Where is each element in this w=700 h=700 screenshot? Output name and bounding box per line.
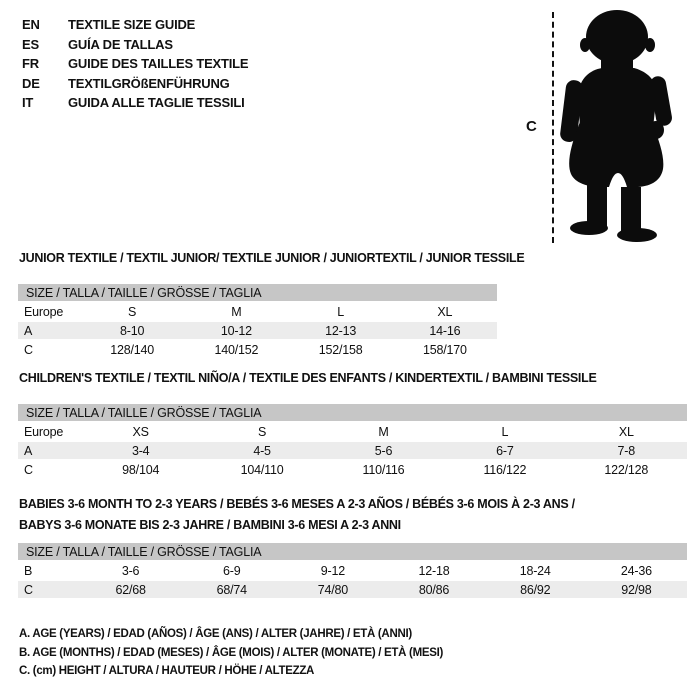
row-label: C: [24, 462, 33, 477]
toddler-silhouette-icon: [556, 6, 698, 244]
table-cell: 5-6: [323, 442, 444, 459]
table-cell: 18-24: [519, 563, 551, 578]
language-title: GUIDA ALLE TAGLIE TESSILI: [68, 95, 245, 110]
table-cell: 6-7: [444, 442, 565, 459]
table-cell: 110/116: [362, 462, 405, 477]
table-row-height-cm: [18, 461, 687, 478]
table-cell: 3-4: [80, 442, 201, 459]
table-row-height-cm: [18, 341, 497, 358]
babies-size-table: [18, 541, 687, 600]
language-code: ES: [22, 36, 39, 52]
language-row-de: [22, 74, 248, 94]
language-code: FR: [22, 56, 39, 71]
table-row-age-years: [18, 442, 687, 459]
table-header-row: [18, 404, 687, 421]
table-row-europe: [18, 423, 687, 440]
table-cell: S: [258, 424, 267, 439]
table-cell: XS: [132, 424, 149, 439]
junior-size-table: [18, 282, 497, 360]
table-cell: 152/158: [318, 342, 363, 357]
language-code: DE: [22, 75, 40, 91]
row-label: B: [24, 563, 33, 578]
language-code: IT: [22, 95, 34, 110]
section-heading-babies: [19, 494, 575, 536]
table-cell: 14-16: [393, 322, 497, 339]
table-cell: XL: [437, 304, 453, 319]
table-header-row: [18, 284, 497, 301]
language-title: TEXTILGRÖßENFÜHRUNG: [68, 75, 230, 91]
table-cell: 122/128: [604, 462, 649, 477]
table-row-height-cm: [18, 581, 687, 598]
table-cell: 12-13: [289, 322, 393, 339]
language-title: GUIDE DES TAILLES TEXTILE: [68, 56, 249, 71]
row-label: C: [24, 342, 33, 357]
table-header-row: [18, 543, 687, 560]
language-title-list: [22, 15, 248, 113]
table-cell: 3-6: [121, 563, 140, 578]
language-row-en: [22, 15, 248, 35]
table-cell: 62/68: [80, 581, 181, 598]
table-cell: 116/122: [483, 462, 527, 477]
table-cell: 4-5: [201, 442, 322, 459]
row-label: C: [18, 581, 80, 598]
measure-legend: [19, 625, 443, 681]
legend-line-c: C. (cm) HEIGHT / ALTURA / HAUTEUR / HÖHE / ALTEZZA: [19, 665, 315, 677]
table-cell: 68/74: [181, 581, 282, 598]
section-heading-childrens: CHILDREN'S TEXTILE / TEXTIL NIÑO/A / TEXTILE DES ENFANTS / KINDERTEXTIL / BAMBINI TESSILE: [19, 371, 597, 385]
table-cell: L: [501, 424, 509, 439]
table-row-europe: [18, 303, 497, 320]
row-label: Europe: [24, 304, 64, 319]
table-cell: S: [128, 304, 137, 319]
table-cell: 86/92: [485, 581, 586, 598]
table-cell: M: [378, 424, 389, 439]
table-cell: 104/110: [240, 462, 284, 477]
table-cell: 10-12: [184, 322, 288, 339]
table-row-age-months: [18, 562, 687, 579]
row-label: A: [18, 322, 80, 339]
table-cell: 92/98: [586, 581, 687, 598]
language-title: GUÍA DE TALLAS: [68, 36, 173, 52]
table-cell: 24-36: [620, 563, 652, 578]
table-header-cell: SIZE / TALLA / TAILLE / GRÖSSE / TAGLIA: [18, 284, 497, 301]
childrens-size-table: [18, 402, 687, 480]
section-heading-junior: JUNIOR TEXTILE / TEXTIL JUNIOR/ TEXTILE JUNIOR / JUNIORTEXTIL / JUNIOR TESSILE: [19, 251, 525, 265]
language-row-es: [22, 35, 248, 55]
section-heading-babies-line1: BABIES 3-6 MONTH TO 2-3 YEARS / BEBÉS 3-6 MESES A 2-3 AÑOS / BÉBÉS 3-6 MOIS À 2-3 ANS /: [19, 497, 575, 511]
table-cell: 7-8: [566, 442, 687, 459]
table-cell: M: [231, 304, 242, 319]
table-cell: 9-12: [320, 563, 345, 578]
table-cell: 80/86: [383, 581, 484, 598]
table-header-cell: SIZE / TALLA / TAILLE / GRÖSSE / TAGLIA: [18, 543, 687, 560]
table-cell: 6-9: [223, 563, 241, 578]
table-cell: 12-18: [418, 563, 450, 578]
table-cell: 74/80: [282, 581, 383, 598]
legend-line-a: A. AGE (YEARS) / EDAD (AÑOS) / ÂGE (ANS) / ALTER (JAHRE) / ETÀ (ANNI): [19, 628, 412, 640]
table-cell: 128/140: [110, 342, 155, 357]
row-label: Europe: [24, 424, 64, 439]
table-cell: 140/152: [214, 342, 259, 357]
language-code: EN: [22, 17, 40, 32]
row-label: A: [18, 442, 80, 459]
language-title: TEXTILE SIZE GUIDE: [68, 17, 196, 32]
language-row-it: [22, 93, 248, 113]
table-cell: 158/170: [422, 342, 467, 357]
table-cell: 98/104: [122, 462, 160, 477]
table-header-cell: SIZE / TALLA / TAILLE / GRÖSSE / TAGLIA: [18, 404, 687, 421]
legend-line-b: B. AGE (MONTHS) / EDAD (MESES) / ÂGE (MOIS) / ALTER (MONATE) / ETÀ (MESI): [19, 646, 444, 659]
section-heading-babies-line2: BABYS 3-6 MONATE BIS 2-3 JAHRE / BAMBINI 3-6 MESI A 2-3 ANNI: [19, 518, 401, 532]
table-row-age-years: [18, 322, 497, 339]
height-measure-label: C: [526, 118, 537, 135]
height-measure-dashed-line: [552, 12, 554, 243]
table-cell: L: [337, 304, 344, 319]
table-cell: XL: [618, 424, 634, 439]
table-cell: 8-10: [80, 322, 184, 339]
language-row-fr: [22, 54, 248, 74]
